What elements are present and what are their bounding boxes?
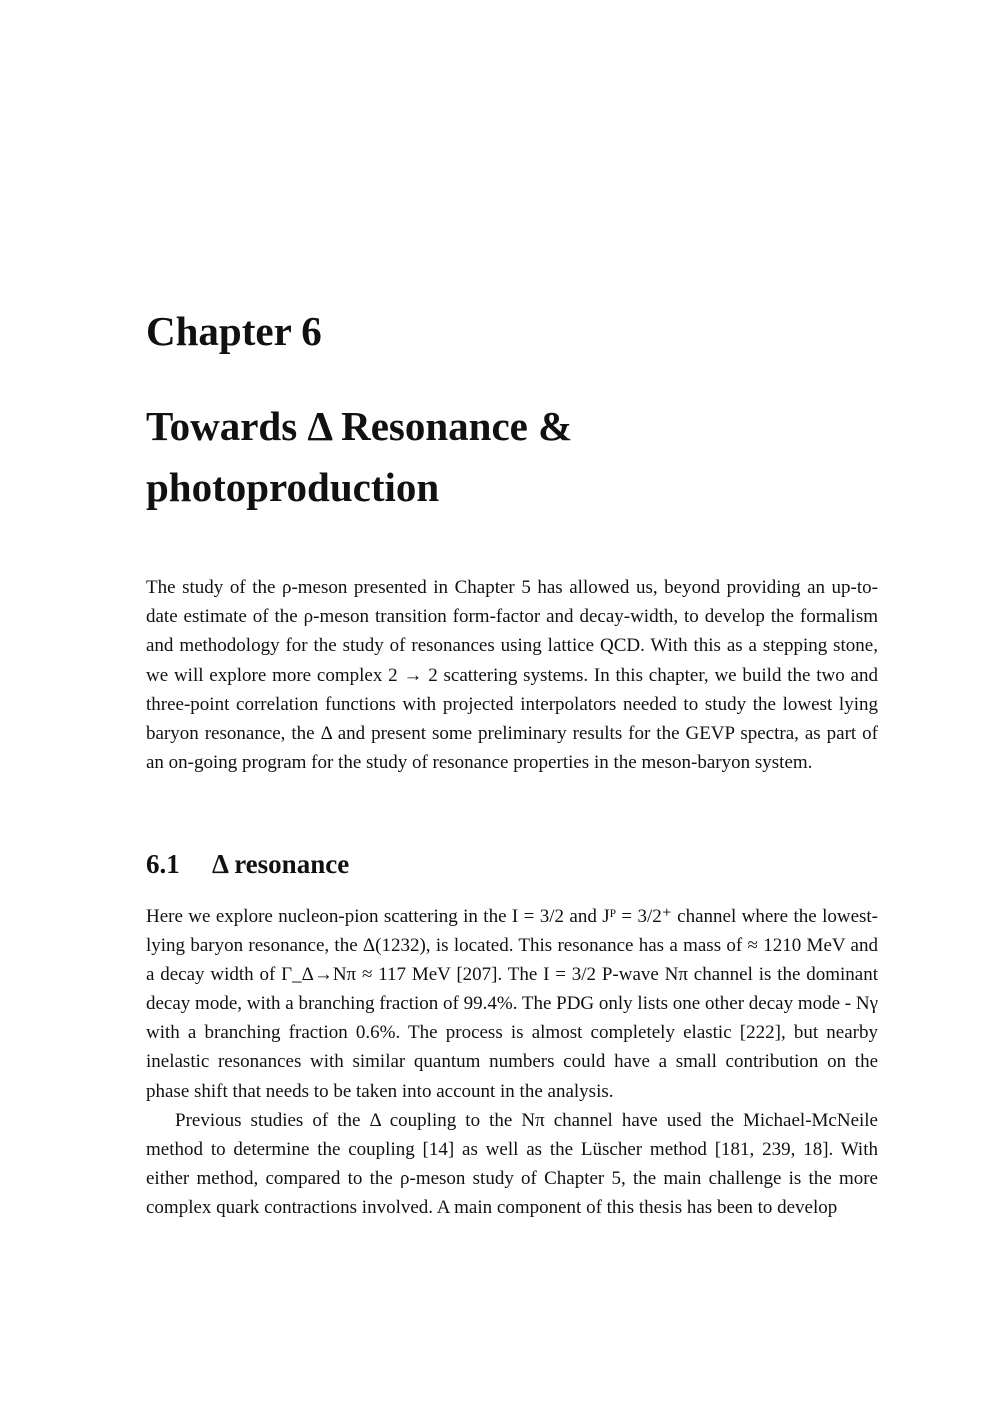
section-paragraph-1: Here we explore nucleon-pion scattering in the I = 3/2 and Jᴾ = 3/2⁺ channel where the lowest-lying baryon resonance, the Δ(1232), is located. This resonance has a mass of ≈ 1210 MeV and a decay width of Γ_Δ→Nπ ≈ 117 MeV [207]. The I = 3/2 P-wave Nπ channel is the dominant decay mode, with a branching fraction of 99.4%. The PDG only lists one other decay mode - Nγ with a branching fraction 0.6%. The process is almost completely elastic [222], but nearby inelastic resonances with similar quantum numbers could have a small contribution on the phase shift that needs to be taken into account in the analysis. (146, 906, 878, 1102)
chapter-title (146, 396, 878, 518)
section-body (146, 902, 878, 1222)
section-heading (146, 846, 349, 882)
section-number: 6.1 (146, 849, 180, 879)
intro-paragraph: The study of the ρ-meson presented in Chapter 5 has allowed us, beyond providing an up-to-date estimate of the ρ-meson transition form-factor and decay-width, to develop the formalism and methodology for the study of resonances using lattice QCD. With this as a stepping stone, we will explore more complex 2 → 2 scattering systems. In this chapter, we build the two and three-point correlation functions with projected interpolators needed to study the lowest lying baryon resonance, the Δ and present some preliminary results for the GEVP spectra, as part of an on-going program for the study of resonance properties in the meson-baryon system. (146, 577, 878, 774)
section-title: Δ resonance (212, 849, 350, 879)
chapter-title-line-1: Towards Δ Resonance & (146, 403, 573, 449)
chapter-title-line-2: photoproduction (146, 464, 440, 510)
chapter-label: Chapter 6 (146, 308, 322, 354)
section-paragraph-2: Previous studies of the Δ coupling to the Nπ channel have used the Michael-McNeile method to determine the coupling [14] as well as the Lüscher method [181, 239, 18]. With either method, compared to the ρ-meson study of Chapter 5, the main challenge is the more complex quark contractions involved. A main component of this thesis has been to develop (146, 1109, 878, 1218)
